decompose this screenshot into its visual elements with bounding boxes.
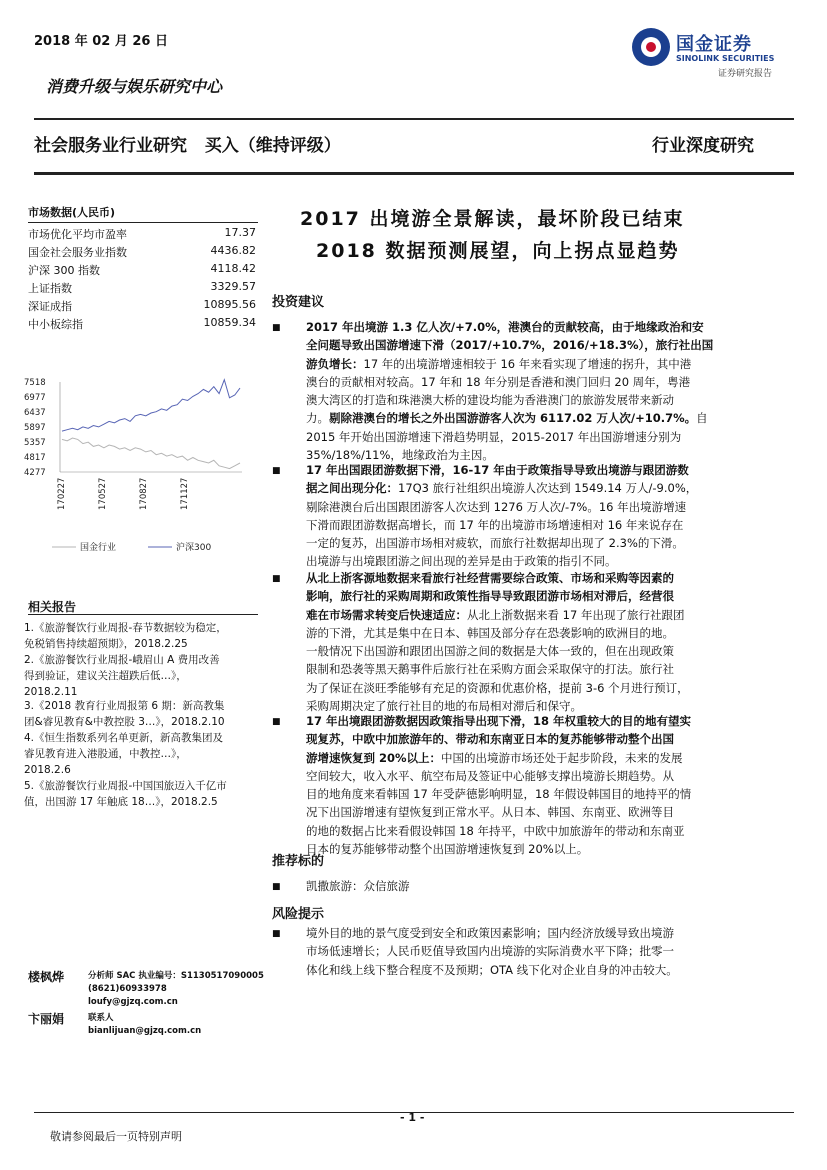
market-row xyxy=(28,244,256,260)
market-label: 上证指数 xyxy=(28,282,72,295)
market-value: 4118.42 xyxy=(210,262,256,275)
related-report-item[interactable] xyxy=(24,730,260,778)
index-chart xyxy=(22,374,262,574)
invest-point-3: 从北上浙客源地数据来看旅行社经营需要综合政策、市场和采购等因素的 影响，旅行社的采购周期和政策性指导导致跟团游市场相对滞后，经营很 难在市场需求转变后快速适应：从北上浙数据来看 17 年出现了旅行社跟团 游的下滑，尤其是集中在日本、韩国及部分存在恐袭影响的欧洲目的地。 一般情况下出国游和跟团出国游之间的数据是大体一致的，但在出现政策 限制和恐袭等黑天鹅事件后旅行社在采购方面会采取保守的打法。旅行社 为了保证在淡旺季能够有充足的资源和优惠价格，提前 3-6 个月进行预订， 采购周期决定了旅行社目的地的布局相对滞后和保守。 xyxy=(306,571,689,714)
analyst-name: 楼枫烨 xyxy=(28,970,65,984)
y-tick-label: 6977 xyxy=(24,393,46,403)
market-value: 3329.57 xyxy=(210,280,256,293)
report-line: 3.《2018 教育行业周报第 6 期：新高教集 xyxy=(24,700,225,712)
bullet-icon: ■ xyxy=(272,466,281,476)
market-value: 17.37 xyxy=(224,226,256,239)
section-title-recommend: 推荐标的 xyxy=(272,854,325,869)
recommend-item: 凯撒旅游：众信旅游 xyxy=(306,879,410,893)
market-row xyxy=(28,298,256,314)
analyst-email[interactable]: bianlijuan@gjzq.com.cn xyxy=(88,1026,202,1036)
page-number: - 1 - xyxy=(400,1111,425,1124)
market-label: 市场优化平均市盈率 xyxy=(28,228,127,241)
report-line: 得到验证，建议关注超跌后低…》， xyxy=(24,670,187,682)
report-date: 2018 年 02 月 26 日 xyxy=(34,34,168,49)
x-tick-label: 170827 xyxy=(139,477,149,510)
report-line: 2.《旅游餐饮行业周报-峨眉山 A 费用改善 xyxy=(24,654,220,666)
legend-label: 国金行业 xyxy=(80,543,117,553)
series-line-industry xyxy=(62,438,240,469)
research-center: 消费升级与娱乐研究中心 xyxy=(46,77,223,96)
analyst-sac: 分析师 SAC 执业编号：S1130517090005 xyxy=(88,971,264,981)
industry-rating: 社会服务业行业研究 买入（维持评级） xyxy=(34,136,341,156)
footer-note: 敬请参阅最后一页特别声明 xyxy=(50,1130,182,1143)
y-tick-label: 4817 xyxy=(24,453,46,463)
market-row xyxy=(28,262,256,278)
y-tick-label: 5897 xyxy=(24,423,46,433)
market-label: 深证成指 xyxy=(28,300,72,313)
invest-point-4: 17 年出境跟团游数据因政策指导出现下滑，18 年权重较大的目的地有望实 现复苏，中欧中加旅游年的、带动和东南亚日本的复苏能够带动整个出国 游增速恢复到 20%以上：中国的出境游市场还处于起步阶段，未来的发展 空间较大，收入水平、航空布局及签证中心能够支撑出境游长期趋势。从 目的地角度来看韩国 17 年受萨德影响明显，18 年假设韩国目的地持平的情 况下出国游增速有望恢复到正常水平。从日本、韩国、东南亚、欧洲等目 的地的数据占比来看假设韩国 18 年持平，中欧中加旅游年的带动和东南亚 日本的复苏能够带动整个出国游增速恢复到 20%以上。 xyxy=(306,714,692,857)
logo-name-cn: 国金证券 xyxy=(676,34,752,55)
report-line: 免税销售持续超预期》，2018.2.25 xyxy=(24,638,188,650)
report-line: 值，出国游 17 年触底 18…》，2018.2.5 xyxy=(24,796,218,808)
market-label: 沪深 300 指数 xyxy=(28,264,100,277)
related-report-item[interactable] xyxy=(24,652,260,700)
bullet-icon: ■ xyxy=(272,882,281,892)
related-report-item[interactable] xyxy=(24,620,260,652)
report-line: 1.《旅游餐饮行业周报-春节数据较为稳定， xyxy=(24,622,227,634)
report-line: 团&睿见教育&中教控股 3…》，2018.2.10 xyxy=(24,716,225,728)
analyst-phone: (8621)60933978 xyxy=(88,984,167,994)
x-tick-label: 171127 xyxy=(180,477,190,510)
risk-text: 境外目的地的景气度受到安全和政策因素影响；国内经济放缓导致出境游 市场低速增长；人民币贬值导致国内出境游的实际消费水平下降；批零一 体化和线上线下整合程度不及预期；OTA 线下化对企业自身的冲击较大。 xyxy=(306,926,678,977)
analyst-info xyxy=(88,1012,201,1038)
related-report-item[interactable] xyxy=(24,698,260,730)
analyst-name: 卞丽娟 xyxy=(28,1012,65,1026)
logo-subtitle: 证券研究报告 xyxy=(718,69,773,79)
market-value: 10859.34 xyxy=(203,316,256,329)
invest-point-1: 2017 年出境游 1.3 亿人次/+7.0%，港澳台的贡献较高，由于地缘政治和安 全问题导致出国游增速下滑（2017/+10.7%，2016/+18.3%），旅行社出国 游负增长：17 年的出境游增速相较于 16 年来看实现了增速的拐升，其中港 澳台的贡献相对较高。17 年和 18 年分别是香港和澳门回归 20 周年，粤港 澳大湾区的打造和珠港澳大桥的建设均能为香港澳门的旅游发展带来新动 力。剔除港澳台的增长之外出国游游客人次为 6117.02 万人次/+10.7%。自 2015 年开始出国游增速下滑趋势明显，2015-2017 年出国游增速分别为 35%/18%/11%，地缘政治为主因。 xyxy=(306,320,714,463)
y-tick-label: 5357 xyxy=(24,438,46,448)
bullet-icon: ■ xyxy=(272,323,281,333)
section-title-risk: 风险提示 xyxy=(272,907,325,922)
report-title-line1: 2017 出境游全景解读，最坏阶段已结束 xyxy=(300,208,685,230)
header-divider xyxy=(34,118,794,120)
company-logo xyxy=(632,26,792,82)
market-row xyxy=(28,226,256,242)
header-divider-thick xyxy=(34,172,794,175)
invest-point-2: 17 年出国跟团游数据下滑，16-17 年由于政策指导导致出境游与跟团游数 据之间出现分化：17Q3 旅行社组织出境游人次达到 1549.14 万人/-9.0%， 剔除港澳台后出国跟团游客人次达到 1276 万人次/-7%。16 年出境游增速 下滑而跟团游数据高增长，而 17 年的出境游市场增速相对 16 年来说存在 一定的复苏，出国游市场相对疲软，而旅行社数据却出现了 2.3%的下滑。 出境游与出境跟团游之间出现的差异是由于政策的指引不同。 xyxy=(306,463,698,569)
analyst-email[interactable]: loufy@gjzq.com.cn xyxy=(88,997,178,1007)
logo-name-en: SINOLINK SECURITIES xyxy=(676,54,775,63)
x-tick-label: 170527 xyxy=(98,477,108,510)
market-row xyxy=(28,316,256,332)
report-title-line2: 2018 数据预测展望，向上拐点显趋势 xyxy=(316,240,680,262)
market-row xyxy=(28,280,256,296)
report-line: 2018.2.6 xyxy=(24,764,71,776)
market-label: 国金社会服务业指数 xyxy=(28,246,127,259)
analyst-role: 联系人 xyxy=(88,1013,114,1023)
bullet-icon: ■ xyxy=(272,929,281,939)
series-line-hs300 xyxy=(62,380,240,431)
market-label: 中小板综指 xyxy=(28,318,83,331)
report-line: 4.《恒生指数系列名单更新，新高教集团及 xyxy=(24,732,224,744)
market-value: 4436.82 xyxy=(210,244,256,257)
market-data-title: 市场数据(人民币) xyxy=(28,204,258,223)
analyst-info xyxy=(88,970,264,1009)
y-tick-label: 4277 xyxy=(24,468,46,478)
related-reports-title: 相关报告 xyxy=(28,600,77,614)
x-tick-label: 170227 xyxy=(57,477,67,510)
logo-dot-icon xyxy=(646,42,656,52)
bullet-icon: ■ xyxy=(272,717,281,727)
legend-label: 沪深300 xyxy=(176,543,212,553)
related-divider xyxy=(28,614,258,615)
market-value: 10895.56 xyxy=(203,298,256,311)
report-type: 行业深度研究 xyxy=(652,136,754,156)
report-line: 2018.2.11 xyxy=(24,686,78,698)
report-line: 睿见教育进入港股通，中教控…》， xyxy=(24,748,187,760)
y-tick-label: 7518 xyxy=(24,378,46,388)
y-tick-label: 6437 xyxy=(24,408,46,418)
section-title-invest: 投资建议 xyxy=(272,295,325,310)
bullet-icon: ■ xyxy=(272,574,281,584)
report-line: 5.《旅游餐饮行业周报-中国国旅迈入千亿市 xyxy=(24,780,227,792)
related-report-item[interactable] xyxy=(24,778,260,810)
